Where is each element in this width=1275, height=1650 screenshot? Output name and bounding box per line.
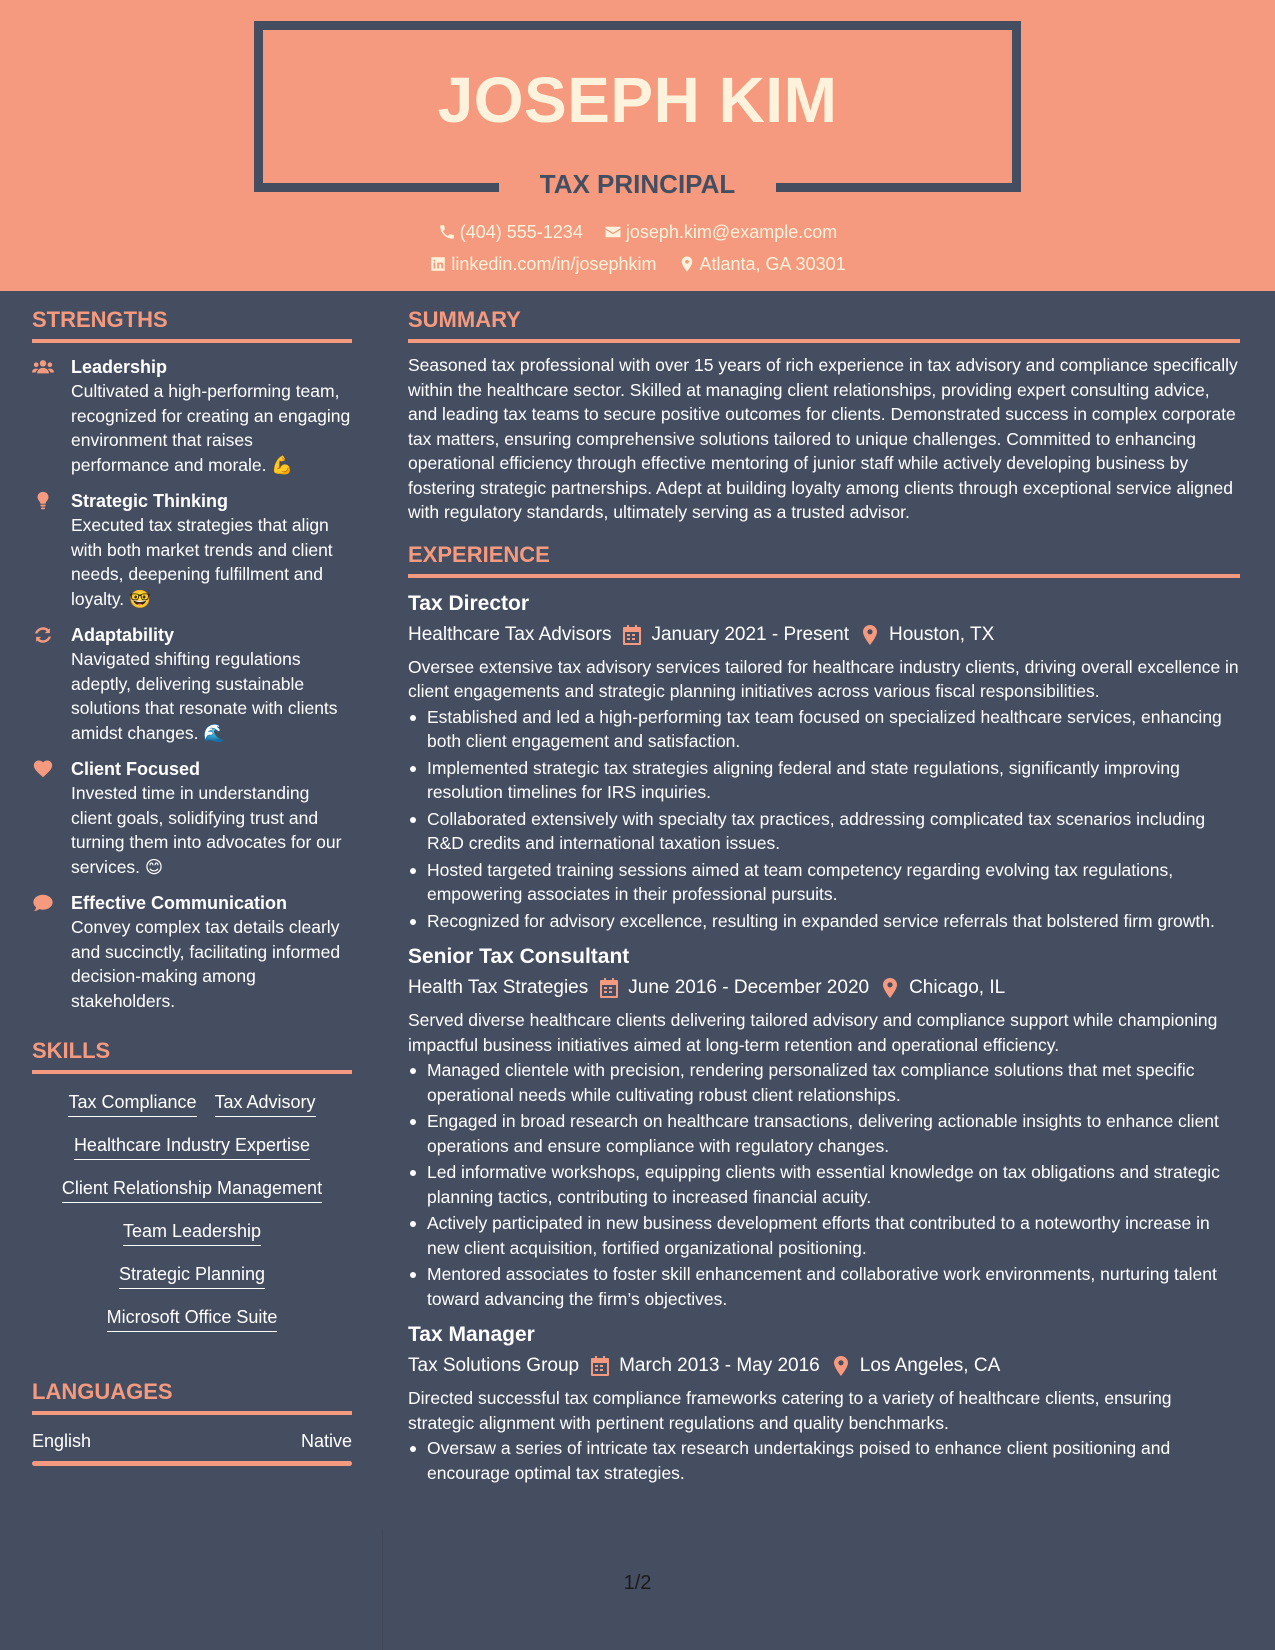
email-item[interactable] [604,220,837,244]
language-name: English [32,1431,92,1451]
strength-item [32,891,352,1013]
job-description: Directed successful tax compliance frameworks catering to a variety of healthcare clients, ensuring strategic alignment with pertinent regulations and quality benchmarks. [408,1388,1172,1433]
strength-item [32,623,352,745]
job-location: Los Angeles, CA [859,1355,1001,1376]
job-bullet: Implemented strategic tax strategies aligning federal and state regulations, significantly improving resolution timelines for IRS inquiries. [408,756,1240,805]
map-marker-icon [881,978,899,998]
calendar-icon [623,625,641,645]
job-role: Tax Director [408,591,529,615]
language-level: Native [300,1431,352,1451]
skill-tag: Tax Advisory [215,1090,316,1117]
skills-list [32,1086,352,1356]
job-bullet: Hosted targeted training sessions aimed at team competency regarding evolving tax regulations, empowering associates in their professional pursuits. [408,858,1240,907]
candidate-name: JOSEPH KIM [437,64,838,136]
summary-heading: SUMMARY [408,306,1240,343]
job-bullets [408,705,1240,934]
location-item [678,252,846,276]
job-description: Oversee extensive tax advisory services tailored for healthcare industry clients, driving overall excellence in client engagements and strategic planning initiatives across various fiscal responsibilities. [408,656,1239,701]
skill-tag: Team Leadership [123,1219,261,1246]
experience-heading: EXPERIENCE [408,541,1240,578]
job-bullet: Oversaw a series of intricate tax research undertakings poised to enhance client positioning and encourage optimal tax strategies. [408,1436,1240,1485]
language-row [32,1429,352,1453]
job-bullet: Led informative workshops, equipping clients with essential knowledge on tax obligations and strategic planning tactics, contributing to increased financial acuity. [408,1160,1240,1209]
job-bullet: Actively participated in new business development efforts that contributed to a noteworthy increase in new client acquisition, fortified organizational positioning. [408,1211,1240,1260]
job-meta [408,1352,1240,1380]
envelope-icon [604,223,622,241]
skills-heading: SKILLS [32,1037,352,1074]
job-entry [408,943,1240,1311]
strength-item [32,355,352,477]
job-company: Healthcare Tax Advisors [408,623,612,645]
skill-tag: Client Relationship Management [62,1176,322,1203]
language-level-bar [32,1461,352,1466]
job-bullet: Recognized for advisory excellence, resulting in expanded service referrals that bolstered firm growth. [408,909,1240,934]
skill-tag: Strategic Planning [119,1262,265,1289]
linkedin-icon [429,255,447,273]
phone-icon [438,223,456,241]
skill-tag: Microsoft Office Suite [107,1305,278,1332]
job-location: Chicago, IL [909,977,1006,998]
email-text: joseph.kim@example.com [625,222,838,242]
calendar-icon [591,1356,609,1376]
skill-tag: Healthcare Industry Expertise [74,1133,310,1160]
strength-title: Strategic Thinking [71,491,229,511]
strength-desc: Convey complex tax details clearly and succinctly, facilitating informed decision-making among stakeholders. [71,917,341,1011]
strength-item [32,757,352,879]
phone-item[interactable] [438,220,583,244]
strength-title: Client Focused [71,759,201,779]
summary-text: Seasoned tax professional with over 15 years of rich experience in tax advisory and compliance specifically within the healthcare sector. Skilled at managing client relationships, providing expert consulting advice, and leading tax teams to secure positive outcomes for clients. Demonstrated success in complex corporate tax matters, ensuring comprehensive solutions tailored to unique challenges. Committed to enhancing operational efficiency through effective mentoring of junior staff while actively developing business by fostering strategic partnerships. Adept at building loyalty among clients through exceptional service aligned with regulatory standards, ultimately serving as a trusted advisor. [408,355,1238,522]
contact-row-2 [0,252,1275,279]
strength-desc: Invested time in understanding client goals, solidifying trust and turning them into advocates for our services. 😊 [71,783,342,877]
page-indicator: 1/2 [623,1572,652,1594]
job-dates: June 2016 - December 2020 [628,977,870,998]
strength-title: Leadership [71,357,168,377]
job-location: Houston, TX [889,623,995,645]
strength-desc: Cultivated a high-performing team, recognized for creating an engaging environment that raises performance and morale. 💪 [71,381,351,475]
job-bullet: Established and led a high-performing tax team focused on specialized healthcare services, enhancing both client engagement and satisfaction. [408,705,1240,754]
job-meta [408,621,1240,649]
job-bullets [408,1436,1240,1485]
calendar-icon [600,978,618,998]
linkedin-text: linkedin.com/in/josephkim [451,254,657,274]
contact-row-1 [0,220,1275,247]
location-text: Atlanta, GA 30301 [699,254,846,274]
job-meta [408,974,1240,1002]
strength-desc: Navigated shifting regulations adeptly, delivering sustainable solutions that resonate with clients amidst changes. 🌊 [71,649,338,743]
job-bullet: Mentored associates to foster skill enhancement and collaborative work environments, nurturing talent toward advancing the firm’s objectives. [408,1262,1240,1311]
job-bullet: Engaged in broad research on healthcare transactions, delivering actionable insights to enhance client operations and ensure compliance with regulatory changes. [408,1109,1240,1158]
job-title: TAX PRINCIPAL [539,169,736,199]
heart-icon [32,759,56,779]
map-marker-icon [861,625,879,645]
skill-tag: Tax Compliance [68,1090,196,1117]
comment-icon [32,893,56,913]
job-dates: January 2021 - Present [651,623,849,645]
lightbulb-icon [32,491,56,511]
job-role: Tax Manager [408,1323,535,1346]
job-dates: March 2013 - May 2016 [619,1355,820,1376]
job-bullet: Managed clientele with precision, rendering personalized tax compliance solutions that met specific operational needs while cultivating robust client relationships. [408,1058,1240,1107]
strength-desc: Executed tax strategies that align with both market trends and client needs, deepening fulfillment and loyalty. 🤓 [71,515,333,609]
resume-header [0,0,1275,291]
job-bullet: Collaborated extensively with specialty tax practices, addressing complicated tax scenarios including R&D credits and international taxation issues. [408,807,1240,856]
phone-text: (404) 555-1234 [459,222,583,242]
job-description: Served diverse healthcare clients delivering tailored advisory and compliance support while championing impactful business initiatives aimed at long-term retention and operational efficiency. [408,1010,1218,1055]
strength-item [32,489,352,611]
sidebar [32,306,352,1466]
strengths-heading: STRENGTHS [32,306,352,343]
languages-heading: LANGUAGES [32,1378,352,1415]
users-icon [32,357,56,377]
map-marker-icon [832,1356,850,1376]
main-column [408,306,1240,1495]
strength-title: Adaptability [71,625,175,645]
sync-icon [32,625,56,645]
map-marker-icon [678,255,696,273]
job-entry [408,1321,1240,1485]
job-company: Tax Solutions Group [408,1355,580,1376]
job-entry [408,590,1240,934]
job-company: Health Tax Strategies [408,977,589,998]
job-bullets [408,1058,1240,1311]
job-role: Senior Tax Consultant [408,945,630,968]
linkedin-item[interactable] [429,252,656,276]
strength-title: Effective Communication [71,893,288,913]
